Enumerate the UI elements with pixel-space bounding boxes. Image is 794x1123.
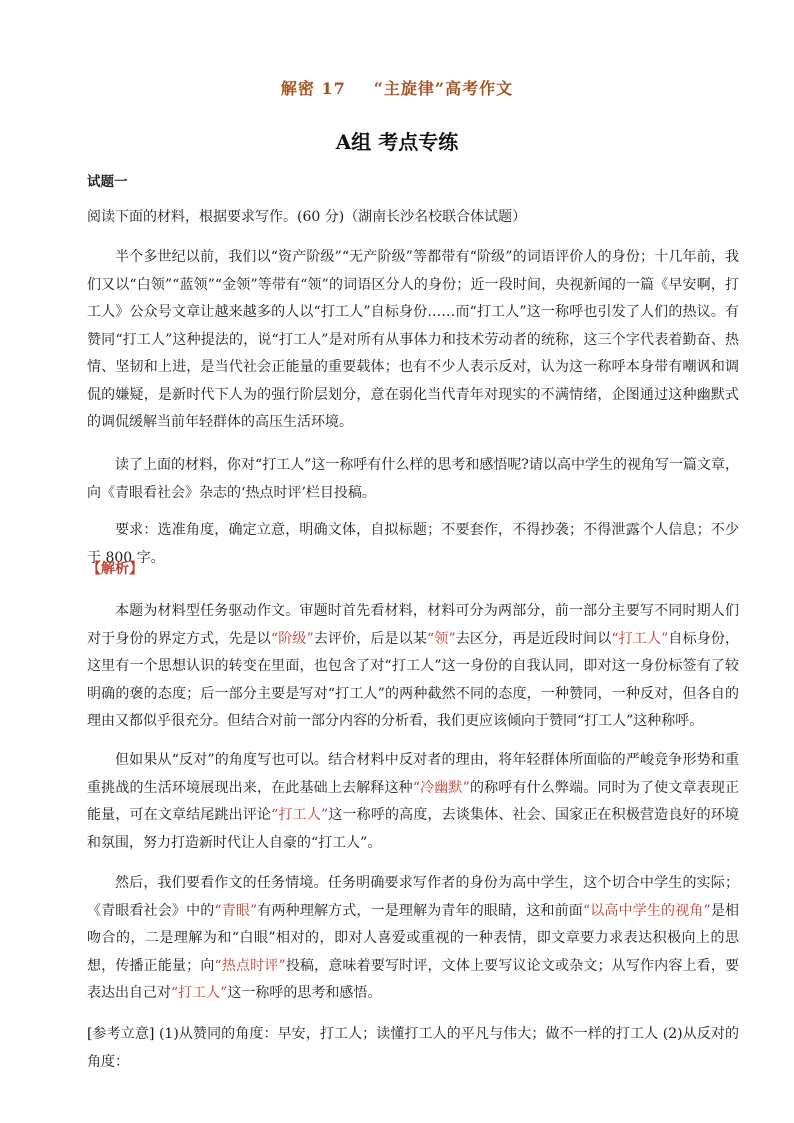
page-title [0, 76, 794, 99]
question-instruction: 阅读下面的材料，根据要求写作。(60 分)（湖南长沙名校联合体试题） [87, 209, 527, 225]
analysis-paragraph-3: 然后，我们要看作文的任务情境。任务明确要求写作者的身份为高中学生，这个切合中学生的实际；《青眼看社会》中的“青眼”有两种理解方式，一是理解为青年的眼睛，这和前面“以高中学生的视角”是相吻合的，二是理解为和“白眼”相对的，即对人喜爱或重视的一种表情，即文章要力求表达积极向上的思想，传播正能量；向“热点时评”投稿，意味着要写时评，文体上要写议论文或杂文；从写作内容上看，要表达出自己对“打工人”这一称呼的思考和感悟。 [87, 875, 740, 1001]
task-paragraph: 读了上面的材料，你对“打工人”这一称呼有什么样的思考和感悟呢?请以高中学生的视角写一篇文章，向《青眼看社会》杂志的‘热点时评’栏目投稿。 [87, 457, 739, 501]
requirement-paragraph: 要求：选准角度，确定立意，明确文体，自拟标题；不要套作，不得抄袭；不得泄露个人信息；不少于 800 字。 [87, 522, 739, 566]
analysis-paragraph-2: 但如果从“反对”的角度写也可以。结合材料中反对者的理由，将年轻群体所面临的严峻竞争形势和重重挑战的生活环境展现出来，在此基础上去解释这种“冷幽默”的称呼有什么弊端。同时为了使文章表现正能量，可在文章结尾跳出评论“打工人”这一称呼的高度，去谈集体、社会、国家正在积极营造良好的环境和氛围，努力打造新时代让人自豪的“打工人”。 [87, 752, 739, 851]
material-paragraph: 半个多世纪以前，我们以“资产阶级”“无产阶级”等都带有“阶级”的词语评价人的身份；十几年前，我们又以“白领”“蓝领”“金领”等带有“领”的词语区分人的身份；近一段时间，央视新闻的一篇《早安啊，打工人》公众号文章让越来越多的人以“打工人”自标身份……而“打工人”这一称呼也引发了人们的热议。有赞同“打工人”这种提法的，说“打工人”是对所有从事体力和技术劳动者的统称，这三个字代表着勤奋、热情、坚韧和上进，是当代社会正能量的重要载体；也有不少人表示反对，认为这一称呼本身带有嘲讽和调侃的嫌疑，是新时代下人为的强行阶层划分，意在弱化当代青年对现实的不满情绪，企图通过这种幽默式的调侃缓解当前年轻群体的高压生活环境。 [87, 249, 739, 430]
title-text: “主旋律”高考作文 [373, 79, 514, 98]
analysis-label: 【解析】 [87, 561, 143, 577]
title-number: 解密 17 [280, 79, 346, 98]
section-heading: A组 考点专练 [335, 130, 459, 154]
reference-ideas: [参考立意] (1)从赞同的角度：早安，打工人；读懂打工人的平凡与伟大；做不一样的打工人 (2)从反对的角度： [87, 1026, 739, 1070]
question-label: 试题一 [87, 174, 128, 190]
analysis-paragraph-1: 本题为材料型任务驱动作文。审题时首先看材料，材料可分为两部分，前一部分主要写不同时期人们对于身份的界定方式，先是以“阶级”去评价，后是以某“领”去区分，再是近段时间以“打工人”自标身份，这里有一个思想认识的转变在里面，也包含了对“打工人”这一身份的自我认同，即对这一身份标签有了较明确的褒的态度；后一部分主要是写对“打工人”的两种截然不同的态度，一种赞同，一种反对，但各自的理由又都似乎很充分。但结合对前一部分内容的分析看，我们更应该倾向于赞同“打工人”这种称呼。 [87, 603, 740, 729]
